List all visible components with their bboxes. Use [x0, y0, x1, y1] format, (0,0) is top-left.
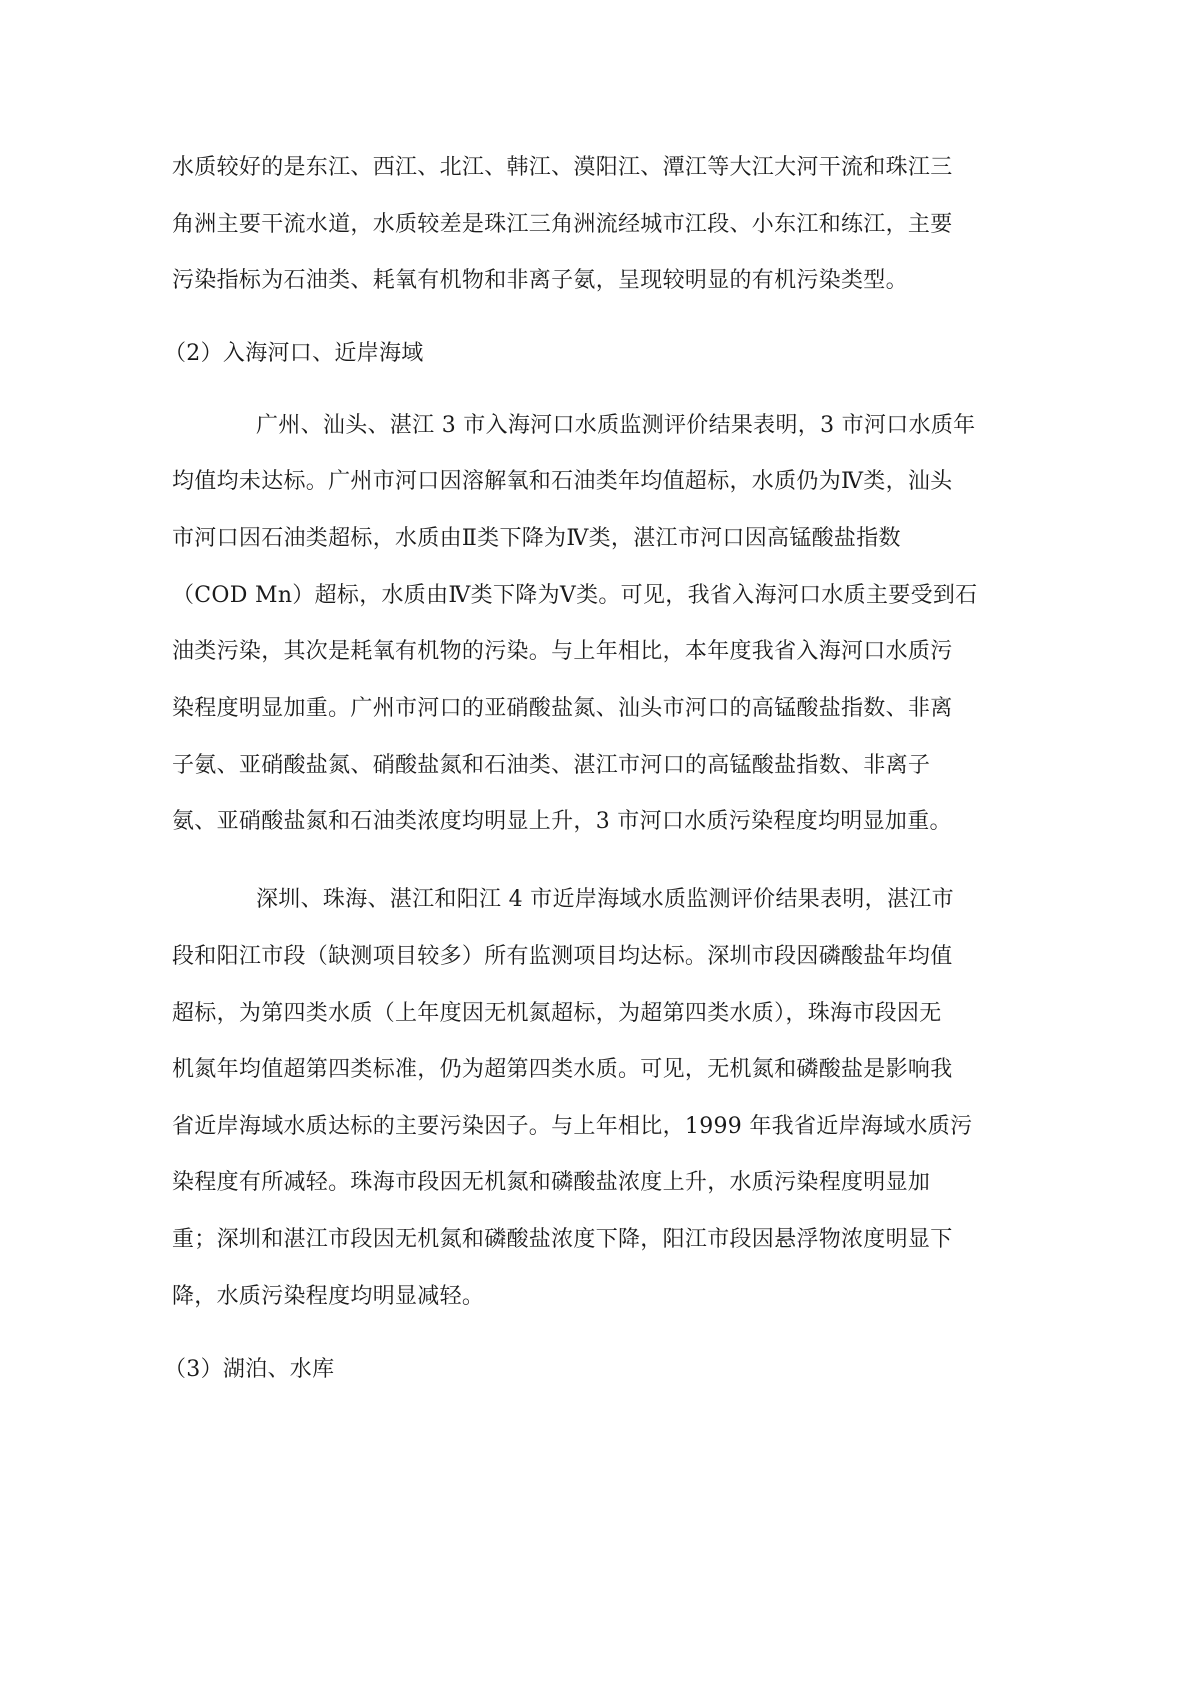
para1-line-2: 角洲主要干流水道，水质较差是珠江三角洲流经城市江段、小东江和练江，主要 [172, 212, 953, 237]
para2-line-1: 广州、汕头、湛江 3 市入海河口水质监测评价结果表明，3 市河口水质年 [256, 413, 976, 438]
para3-line-6: 染程度有所减轻。珠海市段因无机氮和磷酸盐浓度上升，水质污染程度明显加 [172, 1170, 931, 1195]
para2-line-7: 子氨、亚硝酸盐氮、硝酸盐氮和石油类、湛江市河口的高锰酸盐指数、非离子 [172, 753, 931, 778]
para1-line-1: 水质较好的是东江、西江、北江、韩江、漠阳江、潭江等大江大河干流和珠江三 [172, 155, 953, 180]
para3-line-7: 重；深圳和湛江市段因无机氮和磷酸盐浓度下降，阳江市段因悬浮物浓度明显下 [172, 1227, 953, 1252]
para3-line-8: 降，水质污染程度均明显减轻。 [172, 1284, 485, 1309]
para3-line-4: 机氮年均值超第四类标准，仍为超第四类水质。可见，无机氮和磷酸盐是影响我 [172, 1057, 953, 1082]
para2-line-8: 氨、亚硝酸盐氮和石油类浓度均明显上升，3 市河口水质污染程度均明显加重。 [172, 809, 952, 834]
para1-line-3: 污染指标为石油类、耗氧有机物和非离子氨，呈现较明显的有机污染类型。 [172, 268, 908, 293]
section-heading-3: （3）湖泊、水库 [164, 1357, 335, 1382]
para3-line-5: 省近岸海域水质达标的主要污染因子。与上年相比，1999 年我省近岸海域水质污 [172, 1114, 973, 1139]
section-heading-2: （2）入海河口、近岸海域 [164, 341, 424, 366]
para3-line-3: 超标，为第四类水质（上年度因无机氮超标，为超第四类水质），珠海市段因无 [172, 1001, 942, 1026]
para2-line-6: 染程度明显加重。广州市河口的亚硝酸盐氮、汕头市河口的高锰酸盐指数、非离 [172, 696, 953, 721]
para2-line-5: 油类污染，其次是耗氧有机物的污染。与上年相比，本年度我省入海河口水质污 [172, 639, 953, 664]
para2-line-2: 均值均未达标。广州市河口因溶解氧和石油类年均值超标，水质仍为Ⅳ类，汕头 [172, 469, 953, 494]
para3-line-1: 深圳、珠海、湛江和阳江 4 市近岸海域水质监测评价结果表明，湛江市 [256, 887, 954, 912]
para2-line-4: （COD Mn）超标，水质由Ⅳ类下降为Ⅴ类。可见，我省入海河口水质主要受到石 [172, 583, 978, 608]
para2-line-3: 市河口因石油类超标，水质由Ⅱ类下降为Ⅳ类，湛江市河口因高锰酸盐指数 [172, 526, 901, 551]
para3-line-2: 段和阳江市段（缺测项目较多）所有监测项目均达标。深圳市段因磷酸盐年均值 [172, 944, 953, 969]
